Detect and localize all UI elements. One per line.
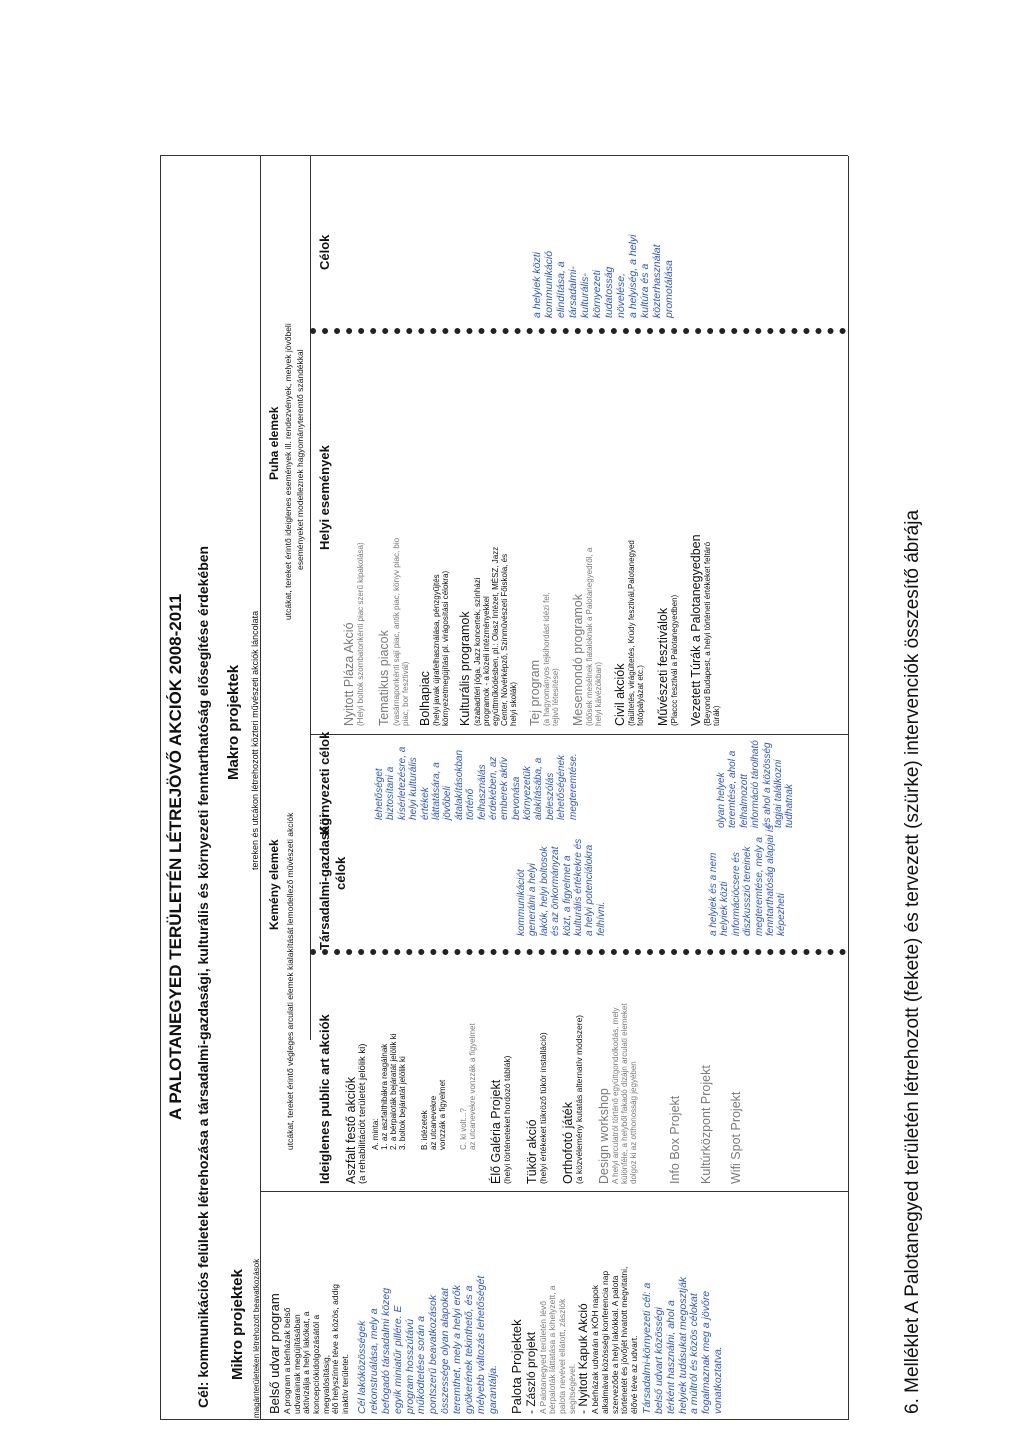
text-line: történő <box>465 788 477 820</box>
kemeny-header: Kemény elemek <box>267 839 281 930</box>
text-line: (szabadtéri jóga, Jazz koncertek, színházi <box>472 577 482 726</box>
col-header-tarsadalmi-2: célok <box>333 856 348 890</box>
col-header-public-art: Ideiglenes public art akciók <box>317 1014 332 1184</box>
frame-left-line <box>160 1419 848 1420</box>
elo-title: Élő Galéria Projekt <box>489 1079 504 1184</box>
page-subtitle: Cél: kommunikációs felületek létrehozása a társadalmi-gazdasági, kulturális és környezeti fenntarthatóság elősegítése érdekében <box>195 545 211 1408</box>
bolha-sub <box>432 534 450 726</box>
text-line: lehetőségének <box>556 754 568 820</box>
design-title: Design workshop <box>596 1088 611 1184</box>
kapuk-goal <box>642 1267 726 1414</box>
text-line: Center, Növérképző, Színművészeti Főiskola, és <box>499 553 509 726</box>
text-line: megteremtése, mely a <box>753 837 765 936</box>
text-line: növelése, <box>614 273 627 318</box>
text-line: lakók, helyi boltosok <box>538 846 550 936</box>
text-line: élővé téve az udvart. <box>628 1335 639 1414</box>
text-line: garantálja. <box>487 1364 500 1414</box>
text-line: történetét és jövőjét hivatott megvitatni, <box>619 1266 630 1414</box>
tarsadalmi-goals-2 <box>708 825 788 936</box>
info-box: Info Box Projekt <box>668 1095 683 1184</box>
text-line: emberek aktív <box>499 757 511 820</box>
col-header-helyi: Helyi események <box>317 445 332 550</box>
text-line: dolgoz ki az otthonosság jegyében <box>629 1061 639 1184</box>
text-line: (vasárnaponkénti saji piac, antik piac, könyv piac, bio <box>391 537 401 726</box>
text-line: bérpaloták láttatása a kihelyzett, a <box>547 1285 558 1414</box>
text-line: összessége olyan alapokat <box>439 1287 452 1414</box>
text-line: palota nevével ellátott, zászlók <box>557 1298 568 1414</box>
tukor-sub: (helyi értékeket tükröző tükör installáció) <box>538 1032 549 1184</box>
text-line: program hosszútávú <box>403 1318 416 1414</box>
text-line: működtetése során a <box>415 1315 428 1414</box>
text-line: beleszólás <box>544 772 556 820</box>
kulturkozpont: Kultúrközpont Projekt <box>698 1065 713 1184</box>
text-line: belső udvart közösségi <box>652 1307 665 1414</box>
text-line: 2. a bérpaloták bejáratát jelölik ki <box>389 1033 399 1150</box>
text-line: és az önkormányzat <box>550 846 562 936</box>
kornyezeti-goals-2 <box>716 740 796 828</box>
text-line: élő helyszínné téve a közös, addig <box>330 1284 341 1414</box>
text-line: információcsere és <box>730 852 742 936</box>
text-line: információ tárolható <box>750 740 762 828</box>
tej-sub <box>542 534 560 726</box>
figure-caption: 6. Melléklet A Palotanegyed területén létrehozott (fekete) és tervezett (szürke) intervenciók összesítő ábrája <box>902 509 923 1414</box>
text-line: túrák) <box>712 705 722 726</box>
ortho-sub: (a közvélemény kutatás alternatív módszere) <box>574 1014 585 1184</box>
text-line: fotópályázat etc.) <box>636 665 646 726</box>
text-line: vonatkoztatva. <box>712 1346 725 1414</box>
text-line: piac, bor fesztivál) <box>400 661 410 726</box>
text-line: befogadó társadalmi közeg <box>379 1287 392 1414</box>
text-line: elindítása, a <box>554 261 567 318</box>
text-line: inaktív területet. <box>339 1353 350 1414</box>
text-line: aktivizálja a helyi lakókat, a <box>301 1311 312 1414</box>
zaszlo-desc <box>539 1267 578 1414</box>
text-line: tudhatnak <box>784 784 796 828</box>
text-line: programok - a közeli intézményekkel <box>481 596 491 726</box>
text-line: megvalósításig, <box>320 1354 331 1414</box>
nyitott-sub: (Helyi boltok szombatonkénti piac szerű kipakolása) <box>356 542 366 726</box>
text-line: lehetőséget <box>374 768 385 820</box>
text-line: felhalmozott <box>738 774 750 828</box>
text-line: segítségével. <box>566 1363 577 1414</box>
text-line: (Beyond Budapest, a helyi történeti értékeket feltáró <box>703 541 713 726</box>
text-line: vonzzák a figyelmet <box>437 1079 447 1150</box>
text-line: gyökerének tekinthető, és a <box>463 1285 476 1414</box>
civil-title: Civil akciók <box>613 663 628 726</box>
kult-sub <box>473 534 519 726</box>
text-line: A. minta: <box>371 1118 381 1150</box>
wifi-spot: Wifi Spot Projekt <box>728 1091 743 1184</box>
text-line: a helyiség, a helyi <box>626 234 639 318</box>
text-line: különféle, a helyből fakadó dizájn arculati elemeket <box>620 1003 630 1184</box>
macro-sub: tereken és utcákon létrehozott közteri művészeti akciók láncolata <box>250 610 260 870</box>
frame-top-line <box>160 156 161 1420</box>
tarsadalmi-goals-1 <box>516 839 607 936</box>
puha-sub-2: eseményeket modelleznek hagyományteremtő szándékkal <box>295 349 305 570</box>
text-line: közt, a figyelmet a <box>561 855 573 936</box>
text-line: pontszerű beavatkozások <box>427 1294 440 1414</box>
text-line: 1. az aszfalthibákra reagálnak <box>380 1043 390 1150</box>
text-line: egyik miniatűr pillére. E <box>391 1305 404 1414</box>
text-line: együttműködésben, pl.: Olasz Intézet, MÉSZ, Jazz <box>490 546 500 726</box>
text-line: A helyi arculatról történő együttgondolkodás, mely <box>611 1007 621 1184</box>
text-line: kommunikációt <box>516 869 527 936</box>
text-line: fenntarthatóság alapjai is <box>764 824 776 936</box>
text-line: értékek <box>419 787 431 820</box>
text-line: koncepciókidolgozásától a <box>310 1314 321 1414</box>
text-line: A Palotanegyed területén lévő <box>537 1301 548 1414</box>
header-separator <box>260 156 261 1420</box>
text-line: szerveződe a helyi lakókkal. A palota <box>609 1275 620 1414</box>
page-title: A PALOTANEGYED TERÜLETÉN LÉTREJÖVŐ AKCIÓK 2008-2011 <box>166 593 185 1120</box>
text-line: rekonstruálása, mely a <box>367 1308 380 1414</box>
puha-sub-1: utcákat, tereket érintő ideiglenes események ill. rendezvények, melyek jövőbeli <box>283 323 293 620</box>
macro-header-line <box>310 156 311 1040</box>
text-line: kommunikáció <box>542 250 555 318</box>
c-ki-volt <box>459 1003 477 1150</box>
text-line: képezheti <box>776 893 788 936</box>
text-line: A bérházak udvarán a KÖH napok <box>590 1285 601 1414</box>
mese-title: Mesemondó programok <box>570 593 585 726</box>
text-line: (faültetés, virágültetés, Krúdy fesztivál,Palotanegyed <box>627 540 637 726</box>
text-line: a helyi potenciálokra <box>584 844 596 936</box>
col-header-kornyezeti: Környezeti célok <box>317 731 332 835</box>
text-line: jövőbeli <box>442 786 454 820</box>
text-line: Cél lakóközösségek <box>355 1320 368 1414</box>
ortho-title: Orthofotó játék <box>560 1102 575 1184</box>
text-line: felhasználás <box>476 764 488 820</box>
text-line: helyi kávézókban) <box>593 661 603 726</box>
belso-goal <box>357 1267 501 1414</box>
palota-title: Palota Projektek <box>509 1319 525 1414</box>
belso-title: Belső udvar program <box>267 1293 282 1414</box>
kapuk-desc <box>591 1267 639 1414</box>
kult-title: Kulturális programok <box>458 611 473 726</box>
text-line: az utcanevekre <box>428 1095 438 1150</box>
text-line: térként használni, ahol a <box>664 1300 677 1414</box>
text-line: láttatására, a <box>430 762 442 820</box>
text-line: udvarainak megújításában <box>291 1314 302 1414</box>
text-line: kultúra és a <box>638 263 651 318</box>
text-line: környezeti <box>590 270 603 318</box>
a-minta <box>371 1003 407 1150</box>
kapuk-title: - Nyitott Kapuk Akció <box>576 1303 591 1414</box>
dotted-separator-1 <box>310 949 846 955</box>
text-line: bevonása <box>510 776 522 820</box>
text-line: kulturális értékekre és <box>572 838 584 936</box>
public-art-content <box>344 1003 743 1184</box>
events-content <box>342 534 721 726</box>
text-line: diszkusszió tereinek <box>742 846 754 936</box>
text-line: teremthet, mely a helyi erők <box>451 1285 464 1414</box>
text-line: helyiek tudásukat megosztják <box>676 1276 689 1414</box>
kornyezeti-goals-1 <box>374 747 579 820</box>
mese-sub <box>585 534 603 726</box>
text-line: közterhasználat <box>650 244 663 318</box>
micro-header: Mikro projektek <box>229 1269 246 1380</box>
tema-sub <box>392 534 410 726</box>
text-line: mélyebb változás lehetőségét <box>475 1275 488 1414</box>
text-line: környezetük <box>522 766 534 820</box>
kemeny-puha-divider <box>310 734 848 735</box>
text-line: tagjai találkozni <box>772 759 784 828</box>
text-line: és ahol a közösség <box>761 742 773 828</box>
text-line: promotálása <box>662 260 675 318</box>
nyitott-title: Nyitott Pláza Akció <box>342 622 356 726</box>
frame-right-line <box>160 155 848 156</box>
tej-title: Tej program <box>528 660 543 726</box>
aszfalt-sub: (a rehabilitációt területét jelölik ki) <box>357 1043 369 1184</box>
frame-bottom-line <box>848 156 849 1420</box>
tema-title: Tematikus piacok <box>377 630 392 726</box>
kemeny-sub: utcákat, tereket érintő végleges arculati elemek kialakítását lemodellező művészeti akciók <box>285 812 295 1150</box>
text-line: generálni a helyi <box>527 863 539 936</box>
vez-title: Vezetett Túrák a Palotanegyedben <box>688 534 703 726</box>
text-line: fogalmaznak meg a jövőre <box>700 1290 713 1414</box>
belso-desc <box>283 1267 351 1414</box>
text-line: környezetmegújítási pl. virágosítási célokra) <box>441 570 451 726</box>
text-line: alkalmával közösségi konferencia nap <box>599 1270 610 1414</box>
text-line: olyan helyek <box>716 772 727 828</box>
macro-header: Makro projektek <box>225 664 242 780</box>
vez-sub <box>703 534 721 726</box>
text-line: biztosítani a <box>385 766 397 820</box>
text-line: tejivó létesítése) <box>551 668 561 726</box>
text-line: kísérletezésre, a <box>396 746 408 820</box>
micro-sub: magánterületeken létrehozott beavatkozások <box>252 1258 261 1418</box>
micro-macro-divider <box>260 1191 848 1192</box>
text-line: tudatosság <box>602 266 615 318</box>
col-header-tarsadalmi: Társadalmi-gazdasági <box>317 814 332 950</box>
dotted-separator-2 <box>310 328 846 334</box>
text-line: C. ki volt...? <box>458 1108 468 1150</box>
text-line: megteremtése. <box>567 753 579 820</box>
text-line: a helyiek közti <box>531 252 543 318</box>
text-line: átalakításokban <box>453 749 465 820</box>
text-line: (helyi javak újrafelhasználása, pénzgyűjtés <box>432 574 442 726</box>
text-line: helyiek közti <box>719 881 731 936</box>
celok-goals <box>532 235 676 318</box>
text-line: az utcanevekre vonzzák a figyelmet <box>467 1023 477 1150</box>
b-idezetek <box>420 1003 447 1150</box>
col-header-celok: Célok <box>317 234 332 270</box>
text-line: Társadalmi-környezeti cél: a <box>640 1282 653 1414</box>
text-line: kulturális- <box>578 273 591 318</box>
puha-header: Puha elemek <box>267 406 281 480</box>
text-line: felhívni. <box>595 901 607 936</box>
aszfalt-title: Aszfalt festő akciók <box>344 1077 358 1184</box>
text-line: helyi skolák) <box>508 681 518 726</box>
rotated-figure <box>160 156 923 1420</box>
micro-content <box>268 1267 725 1414</box>
tukor-title: Tükör akció <box>525 1119 539 1184</box>
civil-sub <box>627 534 645 726</box>
elo-sub: (helyi történeteket hordozó táblák) <box>502 1055 513 1184</box>
muv-title: Művészeti fesztiválok <box>655 607 670 726</box>
text-line: (a hagyományos tejkihordást idézi fel, <box>542 592 552 726</box>
text-line: teremtése, ahol a <box>727 750 739 828</box>
text-line: helyi kulturális <box>408 757 420 820</box>
muv-sub: (Placcc fesztivál a Palotanegyedben) <box>669 594 679 726</box>
text-line: alakításába, a <box>533 757 545 820</box>
text-line: érdekében, az <box>487 756 499 820</box>
text-line: A program a bérházak belső <box>281 1307 292 1414</box>
design-desc <box>611 1003 638 1184</box>
text-line: társadalmi- <box>566 266 579 318</box>
text-line: B. idézetek <box>419 1110 429 1150</box>
text-line: a helyiek és a nem <box>708 852 719 936</box>
text-line: 3. boltok bejáratát jelölik ki <box>398 1056 408 1150</box>
zaszlo-title: - Zászló projekt <box>524 1331 539 1414</box>
bolha-title: Bolhapiac <box>417 671 432 726</box>
text-line: (idősek mesélnek fiataloknak a Palotanegyedről, a <box>584 547 594 726</box>
text-line: a múltról és közös célokat <box>688 1293 701 1414</box>
